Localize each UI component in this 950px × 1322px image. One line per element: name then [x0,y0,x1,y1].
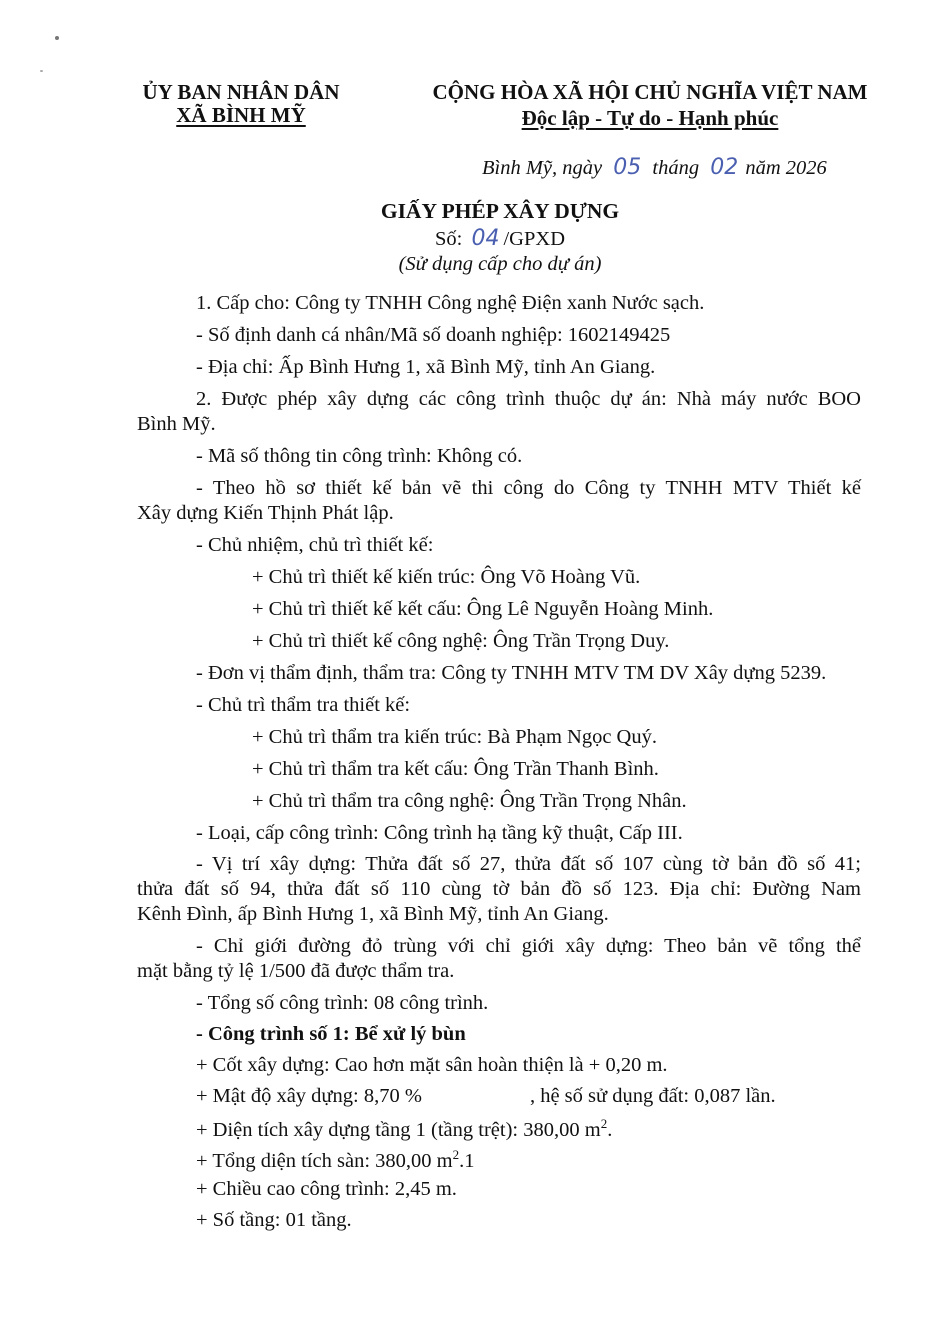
work-1-elevation: + Cốt xây dựng: Cao hơn mặt sân hoàn thiện là + 0,20 m. [196,1054,668,1076]
work-1-land-use: , hệ số sử dụng đất: 0,087 lần. [529,1085,776,1107]
site-location-line2: thửa đất số 94, thửa đất số 110 cùng tờ bản đồ số 123. Địa chỉ: Đường Nam [137,878,861,900]
scan-speck [55,36,59,40]
date-year: năm 2026 [745,157,827,179]
project-info-code: - Mã số thông tin công trình: Không có. [196,445,523,467]
project-permission-line2: Bình Mỹ. [137,413,216,435]
permit-number-suffix: /GPXD [503,228,565,250]
work-1-floor-area [196,1116,612,1142]
date-month-label: tháng [652,157,700,179]
national-motto-text: Độc lập - Tự do - Hạnh phúc [521,106,779,130]
work-1-density [196,1085,776,1108]
company-address: - Địa chỉ: Ấp Bình Hưng 1, xã Bình Mỹ, tỉnh An Giang. [196,356,656,378]
design-lead-technology: + Chủ trì thiết kế công nghệ: Ông Trần Trọng Duy. [252,630,670,652]
national-title: CỘNG HÒA XÃ HỘI CHỦ NGHĨA VIỆT NAM [432,80,868,104]
date-day-handwritten: 05 [613,155,642,180]
business-code: - Số định danh cá nhân/Mã số doanh nghiệp: 1602149425 [196,324,671,346]
work-1-total-floor-area-unit: 2 [452,1147,460,1162]
work-1-height: + Chiều cao công trình: 2,45 m. [196,1178,457,1200]
boundary-line2: mặt bằng tỷ lệ 1/500 đã được thẩm tra. [137,960,455,982]
work-1-floors: + Số tầng: 01 tầng. [196,1209,352,1231]
total-works: - Tổng số công trình: 08 công trình. [196,992,489,1014]
work-1-floor-area-unit: 2 [600,1116,608,1131]
work-1-total-floor-area-end: .1 [459,1149,475,1172]
work-1-density-value: + Mật độ xây dựng: 8,70 % [196,1085,422,1107]
construction-type-level: - Loại, cấp công trình: Công trình hạ tầng kỹ thuật, Cấp III. [196,822,683,844]
review-lead-architecture: + Chủ trì thẩm tra kiến trúc: Bà Phạm Ngọc Quý. [252,726,657,748]
review-lead-technology: + Chủ trì thẩm tra công nghệ: Ông Trần Trọng Nhân. [252,790,687,812]
site-location-line1: - Vị trí xây dựng: Thửa đất số 27, thửa đất số 107 cùng tờ bản đồ số 41; [196,853,861,875]
permit-number [300,226,700,251]
date-month-handwritten: 02 [710,155,739,180]
appraisal-unit: - Đơn vị thẩm định, thẩm tra: Công ty TNHH MTV TM DV Xây dựng 5239. [196,662,827,684]
issued-to: 1. Cấp cho: Công ty TNHH Công nghệ Điện xanh Nước sạch. [196,292,705,314]
commune-name [130,103,352,128]
design-lead-structure: + Chủ trì thiết kế kết cấu: Ông Lê Nguyễn Hoàng Minh. [252,598,714,620]
work-1-floor-area-text: + Diện tích xây dựng tầng 1 (tầng trệt): 380,00 m [196,1118,601,1141]
permit-number-handwritten: 04 [471,226,500,251]
date-place: Bình Mỹ, ngày [482,157,603,179]
design-dossier-line1: - Theo hồ sơ thiết kế bản vẽ thi công do Công ty TNHH MTV Thiết kế [196,477,861,499]
commune-name-text: XÃ BÌNH MỸ [176,103,306,127]
review-lead-structure: + Chủ trì thẩm tra kết cấu: Ông Trần Thanh Bình. [252,758,659,780]
review-leaders-heading: - Chủ trì thẩm tra thiết kế: [196,694,411,716]
site-location-line3: Kênh Đình, ấp Bình Hưng 1, xã Bình Mỹ, tỉnh An Giang. [137,903,609,925]
agency-name: ỦY BAN NHÂN DÂN [142,80,340,104]
boundary-line1: - Chỉ giới đường đỏ trùng với chỉ giới xây dựng: Theo bản vẽ tổng thể [196,935,861,957]
permit-number-prefix: Số: [435,228,463,250]
work-1-total-floor-area-text: + Tổng diện tích sàn: 380,00 m [196,1149,453,1172]
work-1-total-floor-area [196,1147,474,1173]
design-dossier-line2: Xây dựng Kiến Thịnh Phát lập. [137,502,394,524]
work-1-heading: - Công trình số 1: Bể xử lý bùn [196,1023,466,1045]
scan-speck [40,70,43,72]
project-permission-line1: 2. Được phép xây dựng các công trình thuộc dự án: Nhà máy nước BOO [196,388,861,410]
document-subtitle: (Sử dụng cấp cho dự án) [398,253,602,275]
design-leaders-heading: - Chủ nhiệm, chủ trì thiết kế: [196,534,434,556]
date-line [482,155,827,180]
national-motto [420,106,880,131]
work-1-floor-area-end: . [607,1118,613,1141]
design-lead-architecture: + Chủ trì thiết kế kiến trúc: Ông Võ Hoàng Vũ. [252,566,641,588]
document-title: GIẤY PHÉP XÂY DỰNG [380,199,620,223]
